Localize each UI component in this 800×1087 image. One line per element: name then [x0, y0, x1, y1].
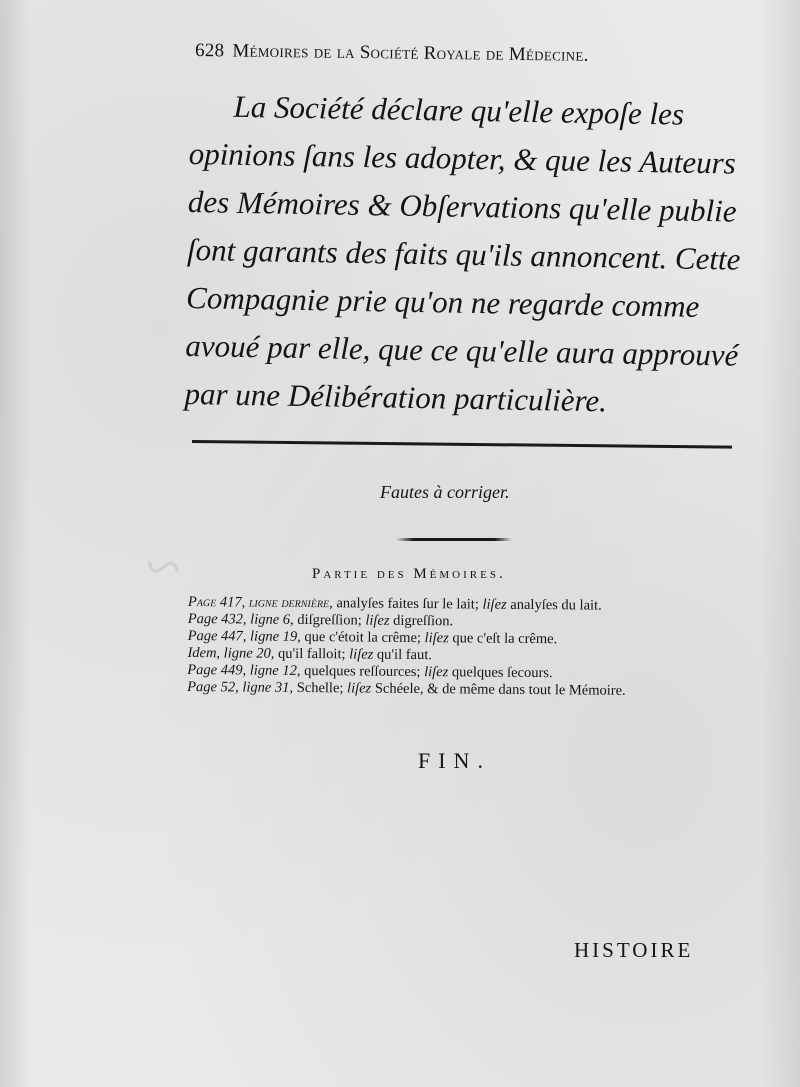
errata-lisez: liſez [347, 680, 372, 697]
errata-error: quelques reſſources; [300, 662, 425, 681]
errata-reference: Page 417, ligne dernière, [187, 594, 333, 612]
ornamental-rule [396, 538, 512, 541]
errata-correction: digreſſion. [389, 612, 454, 630]
errata-correction: analyſes du lait. [506, 596, 602, 614]
errata-correction: quelques ſecours. [448, 664, 553, 682]
errata-correction: qu'il faut. [373, 646, 432, 664]
errata-reference: Page 432, ligne 6, [187, 610, 294, 628]
errata-correction: Schéele, & de même dans tout le Mémoire. [371, 680, 626, 699]
errata-lisez: liſez [424, 664, 449, 681]
running-head [195, 40, 735, 69]
declaration-line: par une Délibération particulière. [184, 375, 608, 419]
horizontal-rule [192, 440, 732, 449]
errata-list [187, 594, 748, 701]
fin-label: FIN. [418, 748, 491, 773]
bleed-through-decoration: ~ [140, 531, 181, 602]
errata-reference: Page 449, ligne 12, [187, 661, 301, 679]
declaration-line: opinions ſans les adopter, & que les Auteurs [188, 135, 737, 181]
errata-correction: que c'eſt la crême. [448, 630, 558, 648]
declaration-line: Compagnie prie qu'on ne regarde comme [185, 279, 700, 324]
errata-item [187, 679, 747, 701]
declaration-line: La Société déclare qu'elle expoſe les [233, 88, 685, 132]
errata-error: analyſes faites ſur le lait; [332, 595, 483, 613]
errata-reference: Page 52, ligne 31, [187, 678, 294, 696]
errata-error: diſgreſſion; [293, 611, 366, 629]
errata-lisez: liſez [482, 596, 507, 613]
running-title: Mémoires de la Société Royale de Médecine. [232, 40, 589, 66]
catchword: HISTOIRE [574, 938, 694, 962]
declaration-line: avoué par elle, que ce qu'elle aura approuvé [185, 327, 739, 373]
errata-lisez: liſez [349, 646, 374, 663]
errata-error: que c'étoit la crême; [300, 628, 425, 647]
declaration-paragraph [184, 82, 750, 428]
declaration-line: des Mémoires & Obſervations qu'elle publie [187, 183, 737, 229]
page-number: 628 [194, 40, 225, 62]
declaration-line: ſont garants des faits qu'ils annoncent. Cette [186, 231, 741, 277]
errata-reference: Idem, ligne 20, [187, 644, 275, 662]
errata-reference: Page 447, ligne 19, [187, 627, 301, 645]
section-heading: Partie des Mémoires. [312, 566, 506, 582]
errata-lisez: liſez [365, 612, 390, 629]
errata-error: Schelle; [293, 679, 348, 697]
errata-error: qu'il falloit; [274, 645, 350, 663]
errata-title: Fautes à corriger. [380, 482, 510, 502]
errata-lisez: liſez [424, 630, 449, 647]
